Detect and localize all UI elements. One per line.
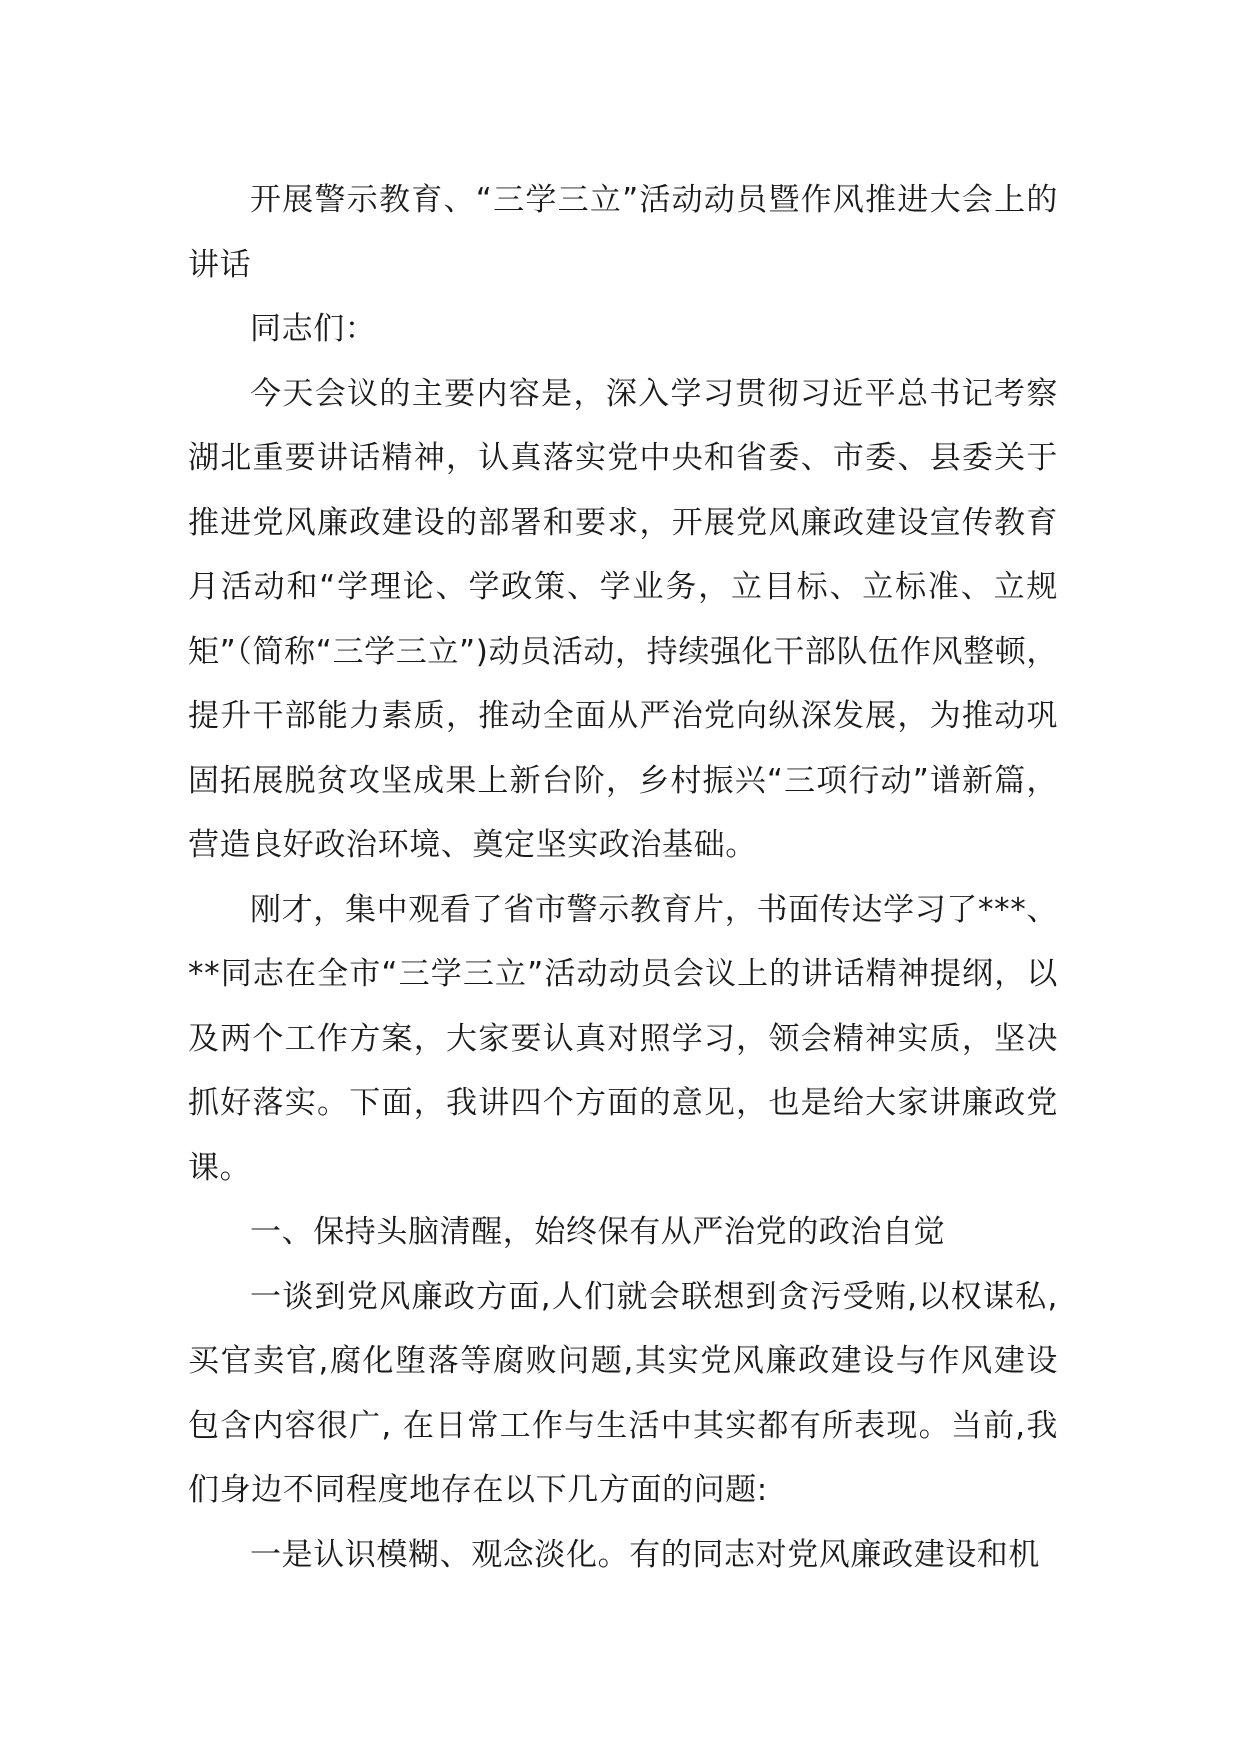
body-paragraph: 一谈到党风廉政方面,人们就会联想到贪污受贿,以权谋私,买官卖官,腐化堕落等腐败问题,其实党风廉政建设与作风建设包含内容很广, 在日常工作与生活中其实都有所表现。当前,我们身边不同程度地存在以下几方面的问题: [188,1278,1058,1508]
section-heading: 一、保持头脑清醒，始终保有从严治党的政治自觉 [250,1214,946,1250]
salutation: 同志们： [250,311,377,347]
document-title: 开展警示教育、“三学三立”活动动员暨作风推进大会上的讲话 [188,182,1058,283]
document-body [188,168,1058,1587]
body-paragraph: 一是认识模糊、观念淡化。有的同志对党风廉政建设和机 [250,1536,1040,1573]
body-paragraph: 今天会议的主要内容是，深入学习贯彻习近平总书记考察湖北重要讲话精神，认真落实党中央和省委、市委、县委关于推进党风廉政建设的部署和要求，开展党风廉政建设宣传教育月活动和“学理论、学政策、学业务，立目标、立标准、立规矩”（简称“三学三立”)动员活动，持续强化干部队伍作风整顿，提升干部能力素质，推动全面从严治党向纵深发展，为推动巩固拓展脱贫攻坚成果上新台阶，乡村振兴“三项行动”谱新篇，营造良好政治环境、奠定坚实政治基础。 [188,375,1058,863]
body-paragraph: 刚才，集中观看了省市警示教育片，书面传达学习了***、**同志在全市“三学三立”活动动员会议上的讲话精神提纲，以及两个工作方案，大家要认真对照学习，领会精神实质，坚决抓好落实。下面，我讲四个方面的意见，也是给大家讲廉政党课。 [188,891,1058,1186]
